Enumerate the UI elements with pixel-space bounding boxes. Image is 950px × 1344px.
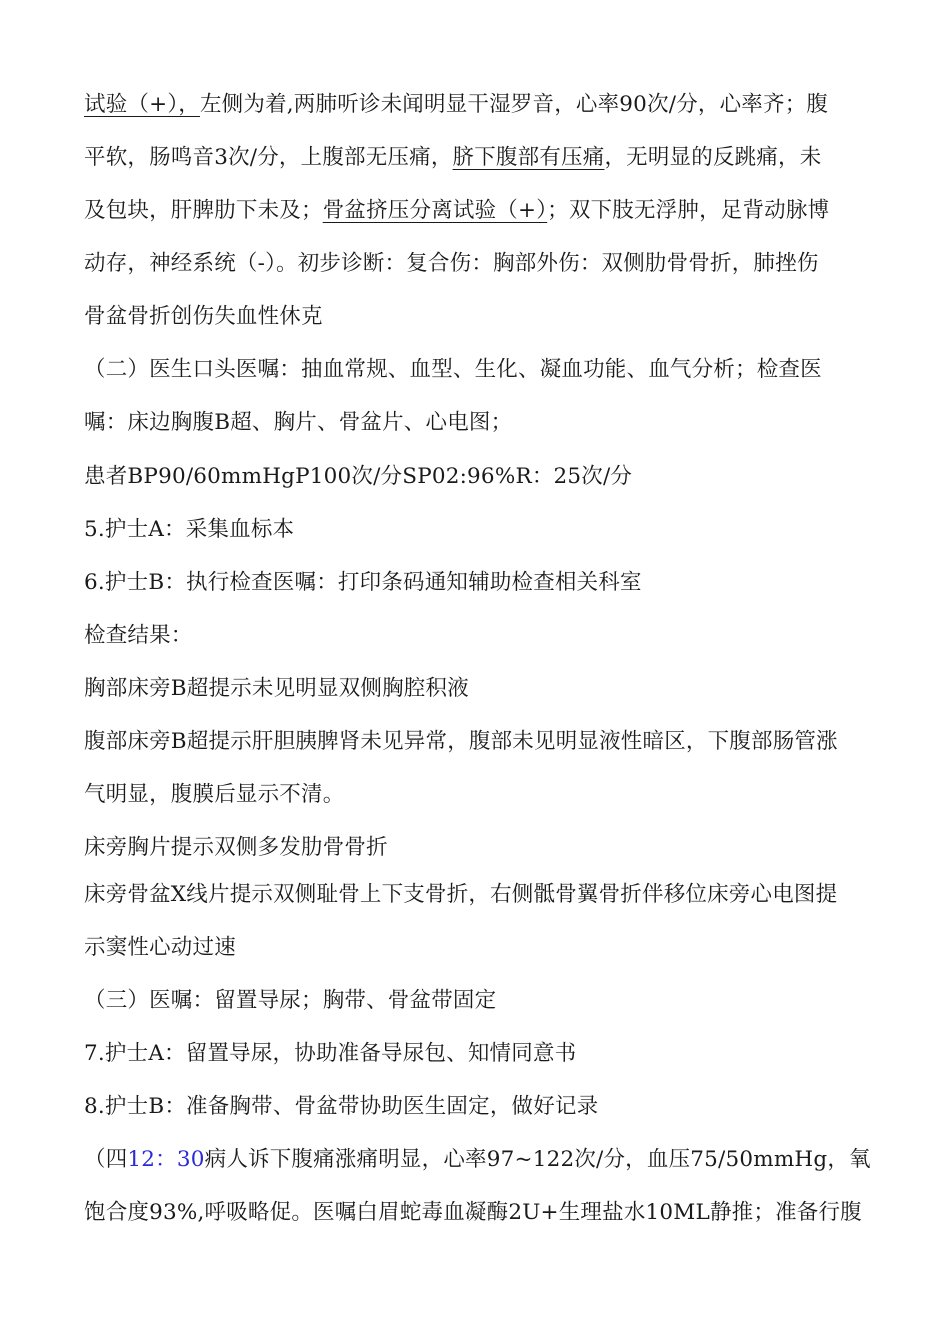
nurse-task-line: 5.护士A：采集血标本 xyxy=(84,517,295,542)
paragraph-line: 动存，神经系统（-）。初步诊断：复合伤：胸部外伤：双侧肋骨骨折，肺挫伤 xyxy=(84,251,819,276)
text-span: 左侧为着,两肺听诊未闻明显干湿罗音，心率90次/分，心率齐；腹 xyxy=(199,92,829,117)
text-span: （四 xyxy=(84,1147,128,1172)
result-line: 床旁胸片提示双侧多发肋骨骨折 xyxy=(84,835,388,860)
underlined-text: 试验（+）， xyxy=(84,92,200,117)
text-span: 病人诉下腹痛涨痛明显，心率97~122次/分，血压75/50mmHg，氧 xyxy=(204,1147,871,1172)
paragraph-line xyxy=(84,90,828,120)
text-span: ；双下肢无浮肿，足背动脉博 xyxy=(547,198,830,223)
section-heading-line: （二）医生口头医嘱：抽血常规、血型、生化、凝血功能、血气分析；检查医 xyxy=(84,357,822,382)
nurse-task-line: 7.护士A：留置导尿，协助准备导尿包、知情同意书 xyxy=(84,1041,577,1066)
paragraph-line: 骨盆骨折创伤失血性休克 xyxy=(84,304,323,329)
text-span: 平软，肠鸣音3次/分，上腹部无压痛， xyxy=(84,145,453,170)
time-stamp: 12：30 xyxy=(127,1147,205,1172)
result-line: 床旁骨盆X线片提示双侧耻骨上下支骨折，右侧骶骨翼骨折伴移位床旁心电图提 xyxy=(84,882,838,907)
paragraph-line: 饱合度93%,呼吸略促。医嘱白眉蛇毒血凝酶2U+生理盐水10ML静推；准备行腹 xyxy=(84,1200,862,1225)
nurse-task-line: 6.护士B：执行检查医嘱：打印条码通知辅助检查相关科室 xyxy=(84,570,642,595)
nurse-task-line: 8.护士B：准备胸带、骨盆带协助医生固定，做好记录 xyxy=(84,1094,599,1119)
text-span: 及包块，肝脾肋下未及； xyxy=(84,198,323,223)
results-heading: 检查结果： xyxy=(84,623,193,648)
result-line: 气明显，腹膜后显示不清。 xyxy=(84,782,345,807)
text-span: ，无明显的反跳痛，未 xyxy=(604,145,822,170)
underlined-text: 脐下腹部有压痛 xyxy=(452,145,605,170)
paragraph-line xyxy=(84,196,829,226)
paragraph-line: 嘱：床边胸腹B超、胸片、骨盆片、心电图； xyxy=(84,410,513,435)
paragraph-line xyxy=(84,143,821,173)
vital-signs-line: 患者BP90/60mmHgP100次/分SP02:96%R：25次/分 xyxy=(84,464,633,489)
underlined-text: 骨盆挤压分离试验（+） xyxy=(322,198,548,223)
section-heading-line xyxy=(84,1145,871,1175)
section-heading-line: （三）医嘱：留置导尿；胸带、骨盆带固定 xyxy=(84,988,497,1013)
result-line: 示窦性心动过速 xyxy=(84,935,236,960)
result-line: 胸部床旁B超提示未见明显双侧胸腔积液 xyxy=(84,676,469,701)
result-line: 腹部床旁B超提示肝胆胰脾肾未见异常，腹部未见明显液性暗区，下腹部肠管涨 xyxy=(84,729,838,754)
